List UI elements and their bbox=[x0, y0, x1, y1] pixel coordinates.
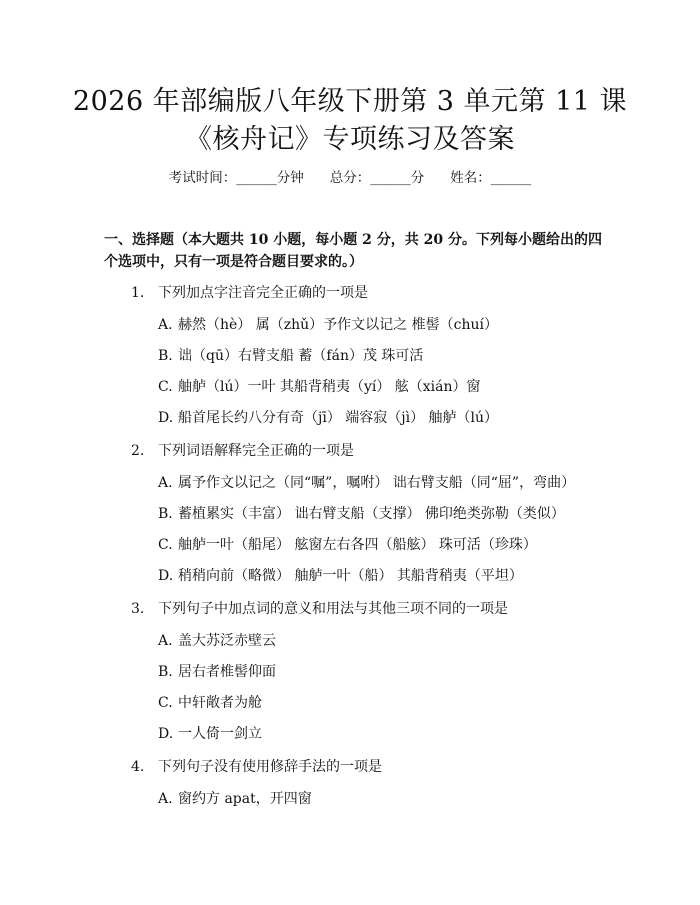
question-2-option-c bbox=[158, 535, 537, 555]
question-3-option-a bbox=[158, 631, 276, 651]
question-3-option-c bbox=[158, 693, 262, 713]
question-number: 3. bbox=[131, 601, 145, 617]
total-score-field: 总分：______分 bbox=[329, 170, 425, 186]
option-text: 稍稍向前（略微） 舳舻一叶（船） 其船背稍夷（平坦） bbox=[178, 568, 523, 584]
question-number: 4. bbox=[131, 759, 145, 775]
question-number: 1. bbox=[131, 285, 145, 301]
option-text: 中轩敞者为舱 bbox=[178, 695, 262, 711]
section-heading: 一、选择题（本大题共 10 小题，每小题 2 分，共 20 分。下列每小题给出的四个选项中，只有一项是符合题目要求的。） bbox=[104, 232, 602, 270]
question-1-option-b bbox=[158, 346, 423, 366]
question-1-option-c bbox=[158, 377, 481, 397]
question-number: 2. bbox=[131, 443, 145, 459]
option-letter: A. bbox=[158, 791, 173, 807]
question-3 bbox=[131, 599, 508, 619]
option-text: 舳舻一叶（船尾） 舷窗左右各四（船舷） 珠可活（珍珠） bbox=[178, 537, 537, 553]
option-letter: D. bbox=[158, 568, 174, 584]
option-text: 诎（qū）右臂支船 蓄（fán）茂 珠可活 bbox=[178, 348, 424, 364]
option-text: 赫然（hè） 属（zhǔ）予作文以记之 椎髻（chuí） bbox=[178, 317, 498, 333]
option-text: 蓄植累实（丰富） 诎右臂支船（支撑） 佛印绝类弥勒（类似） bbox=[178, 506, 565, 522]
page-title-line-1: 2026 年部编版八年级下册第 3 单元第 11 课 bbox=[72, 86, 628, 117]
option-text: 一人倚一剑立 bbox=[178, 726, 262, 742]
option-text: 舳舻（lú）一叶 其船背稍夷（yí） 舷（xián）窗 bbox=[178, 379, 481, 395]
exam-info-line bbox=[0, 168, 700, 188]
option-letter: D. bbox=[158, 410, 174, 426]
option-letter: A. bbox=[158, 633, 173, 649]
option-letter: A. bbox=[158, 317, 173, 333]
question-2 bbox=[131, 441, 354, 461]
option-text: 属予作文以记之（同“嘱”，嘱咐） 诎右臂支船（同“屈”，弯曲） bbox=[178, 475, 576, 491]
option-text: 盖大苏泛赤壁云 bbox=[178, 633, 276, 649]
question-text: 下列词语解释完全正确的一项是 bbox=[158, 443, 354, 459]
option-letter: B. bbox=[158, 664, 173, 680]
option-text: 居右者椎髻仰面 bbox=[178, 664, 276, 680]
student-name-field: 姓名：______ bbox=[450, 170, 532, 186]
option-letter: A. bbox=[158, 475, 173, 491]
question-3-option-b bbox=[158, 662, 276, 682]
option-letter: C. bbox=[158, 537, 173, 553]
option-letter: B. bbox=[158, 348, 173, 364]
question-2-option-b bbox=[158, 504, 565, 524]
question-1-option-d bbox=[158, 408, 498, 428]
question-1-option-a bbox=[158, 315, 498, 335]
option-text: 船首尾长约八分有奇（jī） 端容寂（jì） 舳舻（lú） bbox=[178, 410, 499, 426]
question-text: 下列加点字注音完全正确的一项是 bbox=[158, 285, 368, 301]
question-text: 下列句子没有使用修辞手法的一项是 bbox=[158, 759, 382, 775]
question-1 bbox=[131, 283, 368, 303]
option-letter: C. bbox=[158, 695, 173, 711]
question-2-option-d bbox=[158, 566, 523, 586]
exam-time-field: 考试时间：______分钟 bbox=[168, 170, 304, 186]
option-letter: D. bbox=[158, 726, 174, 742]
option-letter: B. bbox=[158, 506, 173, 522]
question-3-option-d bbox=[158, 724, 262, 744]
option-letter: C. bbox=[158, 379, 173, 395]
question-text: 下列句子中加点词的意义和用法与其他三项不同的一项是 bbox=[158, 601, 508, 617]
page-title-line-2: 《核舟记》专项练习及答案 bbox=[185, 124, 515, 155]
question-4-option-a bbox=[158, 789, 312, 809]
question-2-option-a bbox=[158, 473, 575, 493]
option-text: 窗约方 apat，开四窗 bbox=[178, 791, 312, 807]
question-4 bbox=[131, 757, 382, 777]
